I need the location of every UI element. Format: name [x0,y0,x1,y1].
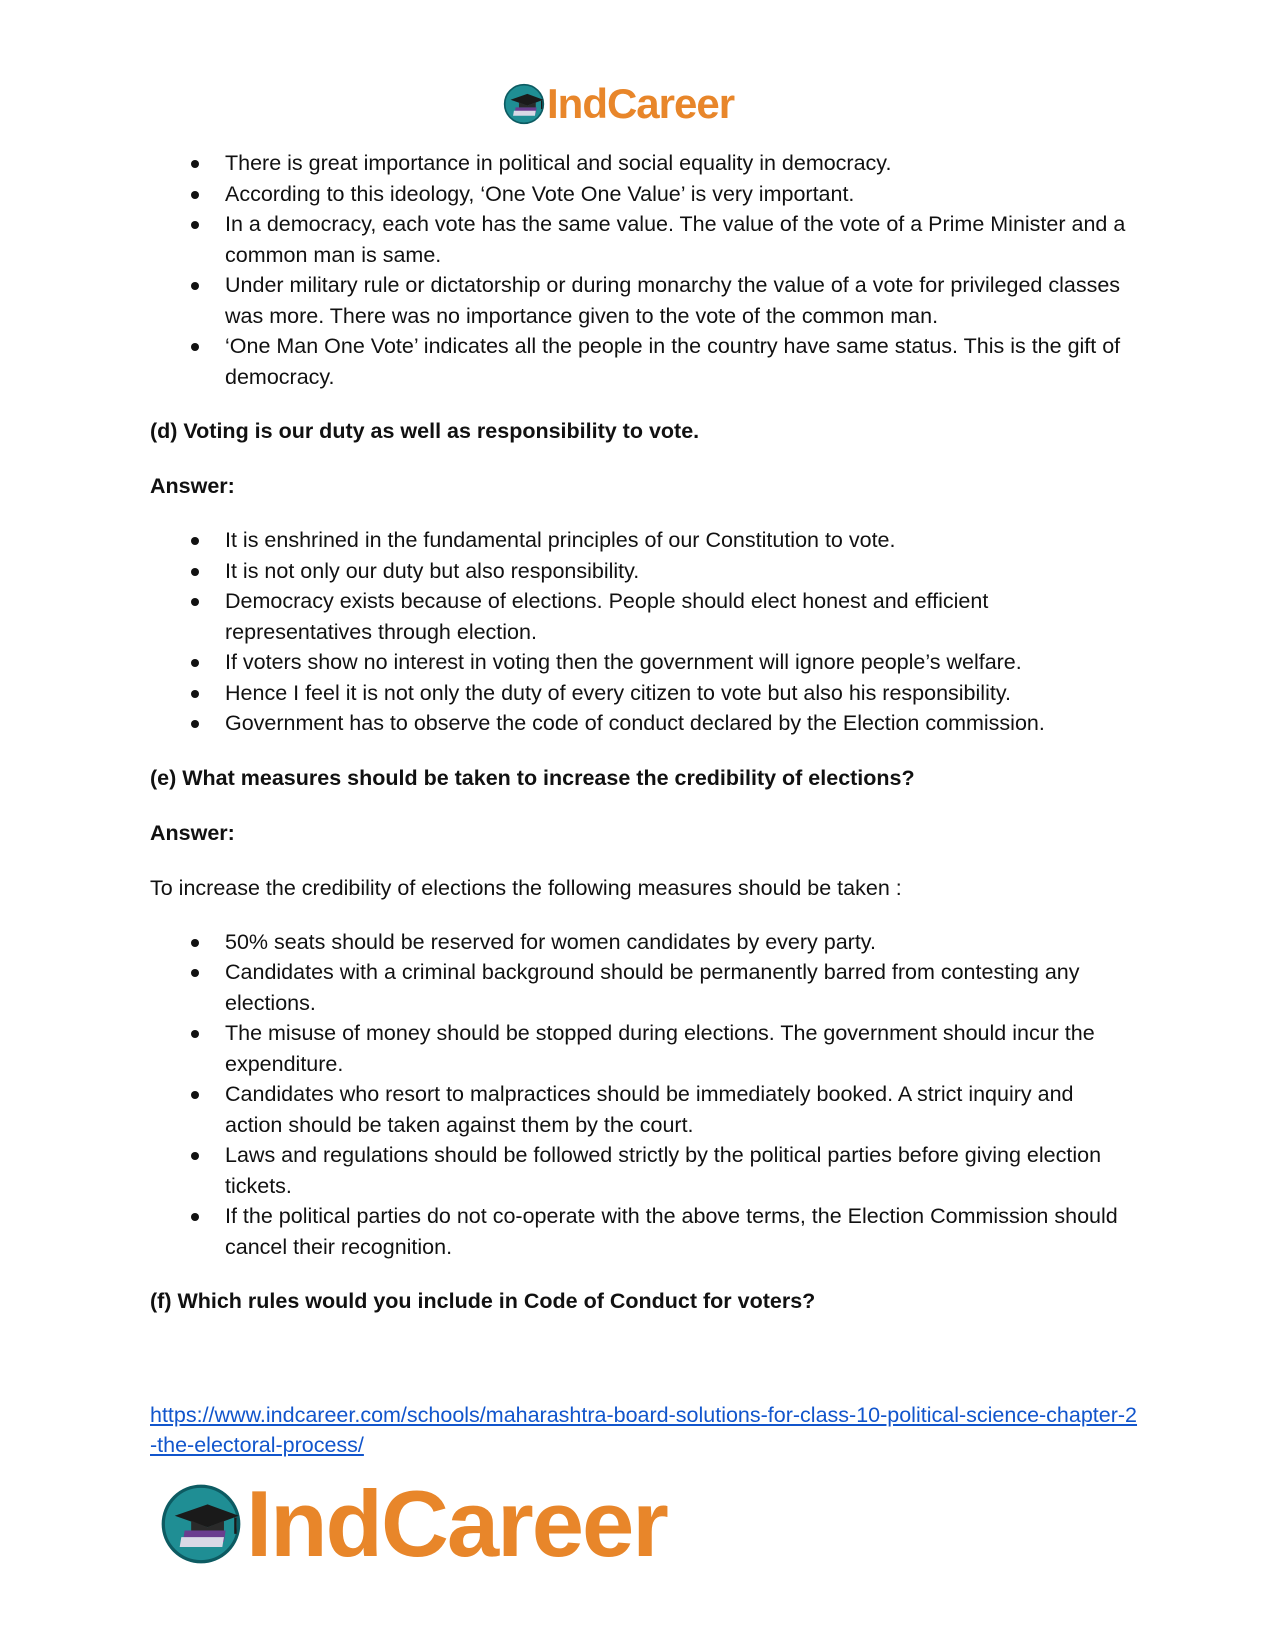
question-e: (e) What measures should be taken to increase the credibility of elections? [150,765,915,790]
question-d: (d) Voting is our duty as well as responsibility to vote. [150,419,700,443]
equality-list [150,148,1130,392]
list-item: Candidates with a criminal background should be permanently barred from contesting any elections. [150,957,1130,1018]
list-item: According to this ideology, ‘One Vote One Value’ is very important. [150,179,1130,210]
list-item: Democracy exists because of elections. People should elect honest and efficient representatives through election. [150,586,1130,647]
graduation-cap-globe-icon [160,1483,242,1565]
voting-duty-list [150,525,1130,739]
answer-intro: To increase the credibility of elections the following measures should be taken : [150,875,902,900]
logo-wordmark: IndCareer [547,80,735,127]
list-item: It is enshrined in the fundamental principles of our Constitution to vote. [150,525,1130,556]
list-item: Laws and regulations should be followed strictly by the political parties before giving election tickets. [150,1140,1130,1201]
credibility-measures-list [150,927,1130,1263]
list-item: Hence I feel it is not only the duty of every citizen to vote but also his responsibility. [150,678,1130,709]
list-item: ‘One Man One Vote’ indicates all the people in the country have same status. This is the gift of democracy. [150,331,1130,392]
list-item: The misuse of money should be stopped during elections. The government should incur the expenditure. [150,1018,1130,1079]
source-link[interactable]: https://www.indcareer.com/schools/maharashtra-board-solutions-for-class-10-political-science-chapter-2-the-electoral-process/ [150,1403,1138,1457]
list-item: It is not only our duty but also responsibility. [150,556,1130,587]
document-body [150,148,1130,1316]
header-logo [503,80,734,128]
list-item: Government has to observe the code of conduct declared by the Election commission. [150,708,1130,739]
footer-logo [160,1470,667,1578]
question-f: (f) Which rules would you include in Code of Conduct for voters? [150,1289,816,1313]
list-item: If the political parties do not co-operate with the above terms, the Election Commission should cancel their recognition. [150,1201,1130,1262]
list-item: Candidates who resort to malpractices should be immediately booked. A strict inquiry and action should be taken against them by the court. [150,1079,1130,1140]
logo-wordmark: IndCareer [246,1471,667,1576]
graduation-cap-globe-icon [503,83,545,125]
answer-label: Answer: [150,474,235,498]
list-item: In a democracy, each vote has the same value. The value of the vote of a Prime Minister and a common man is same. [150,209,1130,270]
answer-label: Answer: [150,820,235,845]
list-item: 50% seats should be reserved for women candidates by every party. [150,927,1130,958]
list-item: If voters show no interest in voting then the government will ignore people’s welfare. [150,647,1130,678]
list-item: Under military rule or dictatorship or during monarchy the value of a vote for privileged classes was more. There was no importance given to the vote of the common man. [150,270,1130,331]
list-item: There is great importance in political and social equality in democracy. [150,148,1130,179]
